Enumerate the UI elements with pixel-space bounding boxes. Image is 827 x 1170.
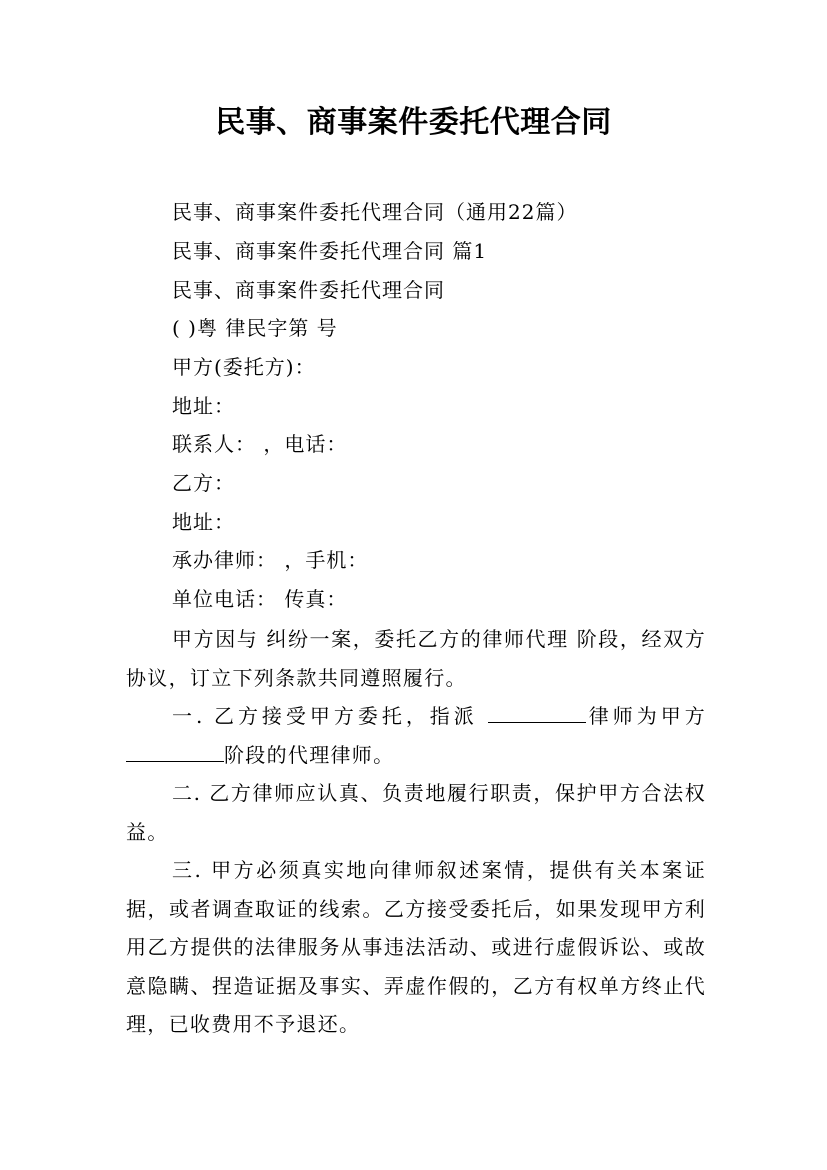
intro-paragraph: 甲方因与 纠纷一案，委托乙方的律师代理 阶段，经双方协议，订立下列条款共同遵照履行。 [126, 627, 706, 690]
party-b-line: 乙方： [172, 471, 235, 495]
party-a-contact-line: 联系人： ，电话： [172, 432, 348, 456]
party-a-address-line: 地址： [172, 394, 235, 418]
contract-name-line: 民事、商事案件委托代理合同 [172, 278, 445, 302]
document-title: 民事、商事案件委托代理合同 [215, 105, 612, 140]
clause-1-paragraph [126, 697, 706, 774]
clause-1-text-b: 律师为甲方 [586, 704, 706, 728]
stage-blank [126, 741, 224, 762]
clause-3-paragraph: 三. 甲方必须真实地向律师叙述案情，提供有关本案证据，或者调查取证的线索。乙方接受委托后，如果发现甲方利用乙方提供的法律服务从事违法活动、或进行虚假诉讼、或故意隐瞒、捏造证据及事实、弄虚作假的，乙方有权单方终止代理，已收费用不予退还。 [126, 858, 706, 1036]
clause-1-text-a: 一. 乙方接受甲方委托，指派 [172, 704, 489, 728]
office-phone-fax-line: 单位电话： 传真： [172, 587, 348, 611]
lawyer-contact-line: 承办律师： ，手机： [172, 548, 369, 572]
clause-2-paragraph: 二. 乙方律师应认真、负责地履行职责，保护甲方合法权益。 [126, 781, 706, 844]
case-number-line: ( )粤 律民字第 号 [172, 316, 338, 340]
clause-1-text-c: 阶段的代理律师。 [224, 742, 395, 767]
section-heading: 民事、商事案件委托代理合同 篇1 [172, 239, 488, 263]
lawyer-name-blank [488, 702, 586, 723]
party-a-line: 甲方(委托方)： [172, 355, 316, 379]
subtitle-line: 民事、商事案件委托代理合同（通用22篇） [172, 200, 578, 224]
party-b-address-line: 地址： [172, 510, 235, 534]
